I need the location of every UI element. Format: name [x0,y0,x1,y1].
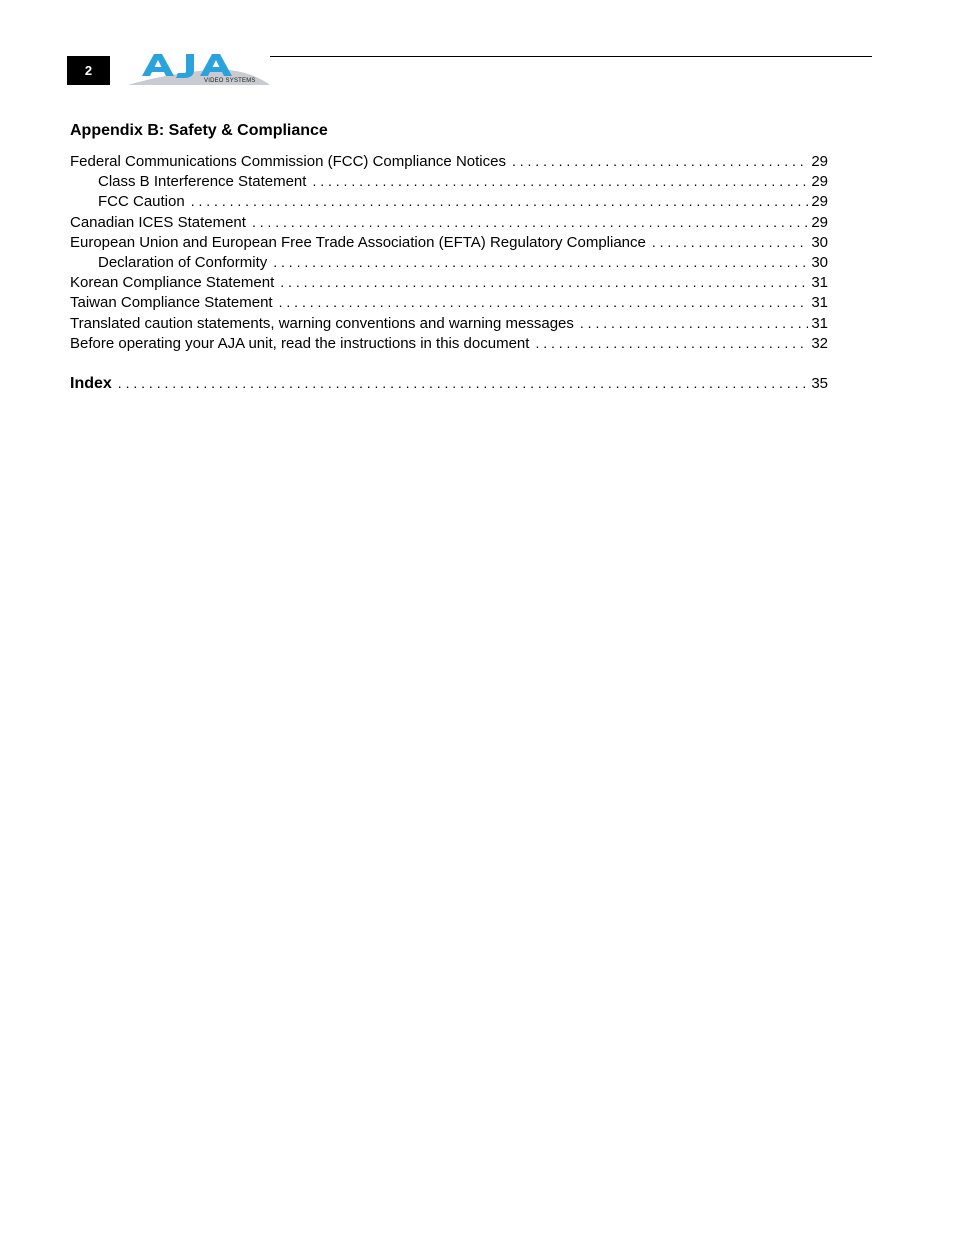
toc-entry[interactable] [70,252,828,272]
dot-leader [273,252,808,272]
toc-entry[interactable] [70,171,828,191]
toc-entry[interactable] [70,212,828,232]
toc-entry-label: European Union and European Free Trade Association (EFTA) Regulatory Compliance [70,233,646,251]
dot-leader [279,292,809,312]
toc-entry-label: Translated caution statements, warning conventions and warning messages [70,314,574,332]
toc-entry[interactable] [70,292,828,312]
dot-leader [512,151,808,171]
toc-entry-label: Class B Interference Statement [98,173,307,191]
toc-entry-label: Taiwan Compliance Statement [70,294,273,312]
toc-entry-page: 35 [811,375,828,393]
toc-entry-label: Index [70,375,112,393]
header-rule [270,56,872,57]
dot-leader [280,272,808,292]
page-number: 2 [67,56,110,85]
toc-entry[interactable] [70,191,828,211]
toc-entry-page: 32 [811,334,828,352]
table-of-contents [70,151,828,394]
dot-leader [252,212,808,232]
dot-leader [191,191,809,211]
toc-entry[interactable] [70,232,828,252]
toc-entry-page: 29 [811,193,828,211]
toc-entry-label: Korean Compliance Statement [70,274,275,292]
toc-entry-page: 31 [811,294,828,312]
toc-entry-label: Declaration of Conformity [98,253,268,271]
toc-entry-page: 31 [811,274,828,292]
toc-entry[interactable] [70,151,828,171]
toc-entry-page: 30 [811,233,828,251]
toc-entry-label: Canadian ICES Statement [70,213,246,231]
logo-subtext: VIDEO SYSTEMS [204,78,256,84]
toc-entry-label: Before operating your AJA unit, read the instructions in this document [70,334,530,352]
toc-entry-page: 29 [811,213,828,231]
dot-leader [312,171,808,191]
toc-entry-page: 29 [811,173,828,191]
toc-entry-page: 31 [811,314,828,332]
dot-leader [652,232,808,252]
toc-entry[interactable] [70,313,828,333]
toc-entry[interactable] [70,272,828,292]
dot-leader [118,373,809,393]
toc-entry-page: 30 [811,253,828,271]
toc-entry-label: FCC Caution [98,193,185,211]
dot-leader [535,333,808,353]
toc-entry-page: 29 [811,153,828,170]
section-title: Appendix B: Safety & Compliance [70,122,328,139]
toc-entry-label: Federal Communications Commission (FCC) Compliance Notices [70,153,506,170]
toc-entry[interactable] [70,333,828,353]
dot-leader [580,313,808,333]
toc-entry-index[interactable] [70,373,828,393]
